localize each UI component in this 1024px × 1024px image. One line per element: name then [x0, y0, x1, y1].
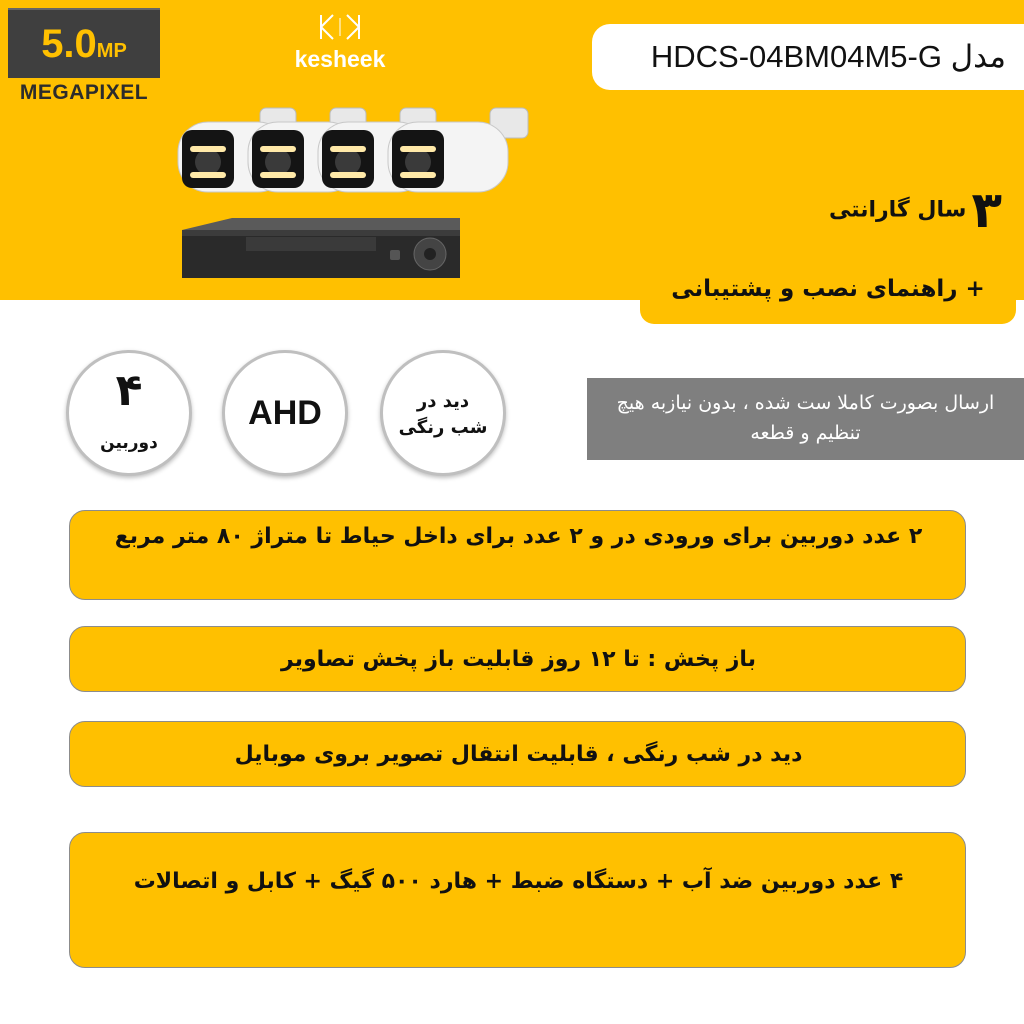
ahd-circle: [222, 350, 348, 476]
megapixel-badge: [8, 8, 160, 105]
feature-text: ۴ عدد دوربین ضد آب + دستگاه ضبط + هارد ۵۰۰ گیگ + کابل و اتصالات: [133, 869, 904, 894]
camera-count-label: دوربین: [100, 433, 158, 453]
night-vision-label: دید در شب رنگی: [398, 391, 488, 438]
ahd-label: AHD: [248, 394, 322, 432]
camera-count: ۴: [115, 365, 143, 416]
feature-box: [69, 832, 966, 968]
installation-guide-box: [640, 258, 1016, 324]
megapixel-value: 5.0MP: [41, 22, 127, 66]
feature-text: دید در شب رنگی ، قابلیت انتقال تصویر بروی موبایل: [234, 742, 803, 767]
model-box: [592, 24, 1024, 90]
feature-box: [69, 626, 966, 692]
shipping-note-text: ارسال بصورت کاملا ست شده ، بدون نیازبه هیچ تنظیم و قطعه: [616, 392, 995, 444]
feature-box: [69, 510, 966, 600]
installation-guide-text: + راهنمای نصب و پشتیبانی: [671, 276, 985, 302]
warranty: [829, 180, 1002, 240]
night-vision-circle: [380, 350, 506, 476]
brand-name: kesheek: [294, 46, 386, 72]
feature-text: باز پخش : تا ۱۲ روز قابلیت باز پخش تصاویر: [281, 647, 756, 672]
brand-logo: [280, 12, 400, 73]
warranty-label: سال گارانتی: [828, 197, 967, 223]
feature-box: [69, 721, 966, 787]
warranty-years: ۳: [971, 181, 1002, 239]
kesheek-logo-icon: [318, 12, 362, 42]
feature-text: ۲ عدد دوربین برای ورودی در و ۲ عدد برای داخل حیاط تا متراژ ۸۰ متر مربع: [114, 524, 923, 549]
camera-count-circle: [66, 350, 192, 476]
dvr-recorder-icon: [182, 218, 460, 278]
shipping-note: [587, 378, 1024, 460]
megapixel-label: MEGAPIXEL: [8, 78, 160, 107]
model-number: مدل HDCS-04BM04M5-G: [650, 39, 1006, 74]
camera-kit-image: [160, 100, 540, 290]
